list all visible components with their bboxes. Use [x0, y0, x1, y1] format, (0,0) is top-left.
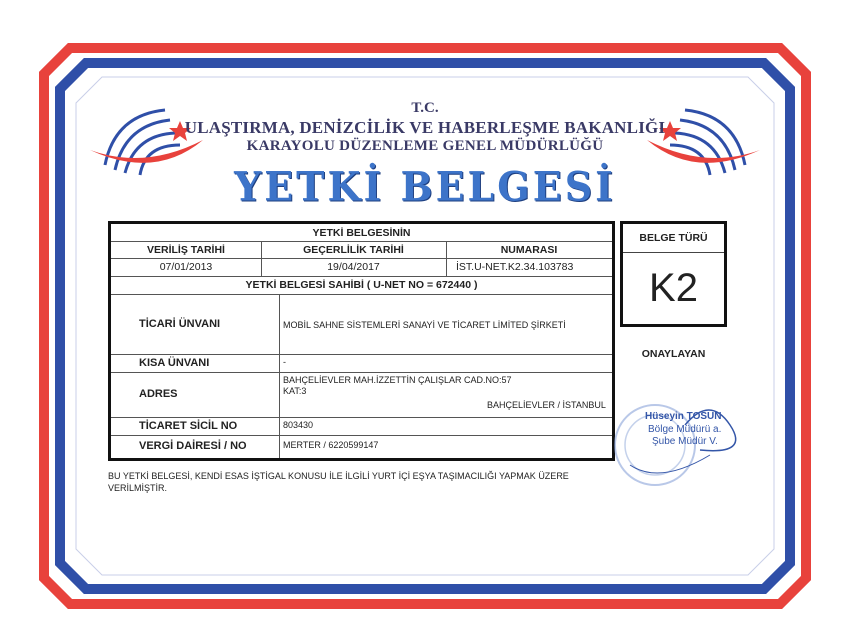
short-name-label: KISA ÜNVANI	[139, 357, 210, 369]
document-title: YETKİ BELGESİ	[234, 162, 616, 211]
tax-row	[111, 435, 612, 458]
table-heading: YETKİ BELGESİNİN	[312, 226, 411, 239]
short-name-value: -	[283, 357, 286, 367]
address-row	[111, 372, 612, 418]
registry-label: TİCARET SİCİL NO	[139, 420, 238, 432]
approver-label: ONAYLAYAN	[641, 348, 706, 360]
trade-name-value: MOBİL SAHNE SİSTEMLERİ SANAYİ VE TİCARET LİMİTED ŞİRKETİ	[283, 320, 566, 330]
header-ministry: ULAŞTIRMA, DENİZCİLİK VE HABERLEŞME BAKANLIĞI	[184, 118, 666, 137]
address-line2: KAT:3	[283, 386, 307, 396]
table-heading-row	[111, 224, 612, 242]
tax-label: VERGİ DAİRESİ / NO	[139, 440, 247, 452]
footer-statement: BU YETKİ BELGESİ, KENDİ ESAS İŞTİGAL KONUSU İLE İLGİLİ YURT İÇİ EŞYA TAŞIMACILIĞI YAPMAK ÜZERE VERİLMİŞTİR.	[108, 471, 569, 493]
address-city: BAHÇELİEVLER / İSTANBUL	[487, 400, 606, 410]
header-directorate: KARAYOLU DÜZENLEME GENEL MÜDÜRLÜĞÜ	[246, 138, 604, 154]
signature-title1: Bölge Müdürü a.	[648, 424, 722, 435]
owner-heading: YETKİ BELGESİ SAHİBİ ( U-NET NO = 672440 )	[245, 279, 478, 291]
address-label: ADRES	[139, 388, 178, 400]
authorization-table	[108, 221, 615, 461]
document-type-code: K2	[649, 265, 698, 310]
issue-date-value: 07/01/2013	[159, 261, 213, 273]
certificate-number-value: İST.U-NET.K2.34.103783	[456, 261, 574, 273]
signature-name: Hüseyin TOSUN	[645, 411, 722, 422]
trade-name-row	[111, 294, 612, 355]
col-validity-date-header: GEÇERLİLİK TARİHİ	[303, 243, 404, 256]
column-header-row	[111, 241, 612, 259]
header-tc: T.C.	[411, 100, 439, 116]
document-type-title: BELGE TÜRÜ	[623, 224, 724, 253]
col-issue-date-header: VERİLİŞ TARİHİ	[147, 243, 225, 256]
col-number-header: NUMARASI	[500, 243, 558, 256]
registry-value: 803430	[283, 420, 314, 430]
address-line1: BAHÇELİEVLER MAH.İZZETTİN ÇALIŞLAR CAD.NO:57	[283, 375, 512, 385]
document-type-box	[620, 221, 727, 327]
signature-title2: Şube Müdür V.	[652, 436, 718, 447]
short-name-row	[111, 354, 612, 373]
tax-value: MERTER / 6220599147	[283, 440, 379, 450]
validity-date-value: 19/04/2017	[327, 261, 380, 273]
values-row	[111, 258, 612, 277]
registry-row	[111, 417, 612, 436]
owner-heading-row	[111, 276, 612, 295]
trade-name-label: TİCARİ ÜNVANI	[139, 318, 221, 330]
